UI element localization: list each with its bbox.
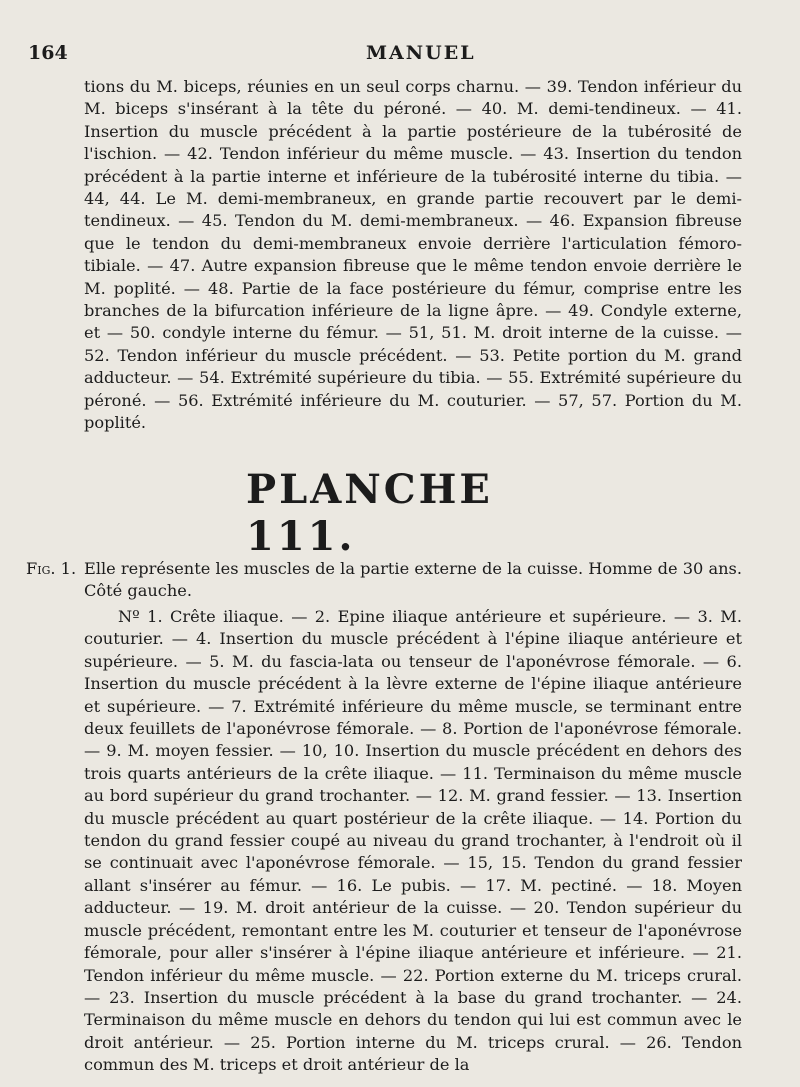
figure-intro-text: Elle représente les muscles de la partie externe de la cuisse. Homme de 30 ans. Côté gauche. (84, 559, 742, 601)
plate-title: PLANCHE 111. (246, 466, 493, 560)
figure-label: Fig. 1. (26, 559, 77, 578)
continuation-paragraph (84, 76, 742, 435)
figure-intro (84, 558, 742, 603)
page-number: 164 (28, 42, 68, 64)
page-header (28, 42, 760, 72)
running-head: MANUEL (366, 42, 476, 64)
continuation-text: tions du M. biceps, réunies en un seul corps charnu. — 39. Tendon inférieur du M. biceps s'insérant à la tête du péroné. — 40. M. demi-tendineux. — 41. Insertion du muscle précédent à la partie postérieure de la tubérosité de l'ischion. — 42. Tendon inférieur du même muscle. — 43. Insertion du tendon précédent à la partie interne et inférieure de la tubérosité interne du tibia. — 44, 44. Le M. demi-membraneux, en grande partie recouvert par le demi-tendineux. — 45. Tendon du M. demi-membraneux. — 46. Expansion fibreuse que le tendon du demi-membraneux envoie derrière l'articulation fémoro-tibiale. — 47. Autre expansion fibreuse que le même tendon envoie derrière le M. poplité. — 48. Partie de la face postérieure du fémur, comprise entre les branches de la bifurcation inférieure de la ligne âpre. — 49. Condyle externe, et — 50. condyle interne du fémur. — 51, 51. M. droit interne de la cuisse. — 52. Tendon inférieur du muscle précédent. — 53. Petite portion du M. grand adducteur. — 54. Extrémité supérieure du tibia. — 55. Extrémité supérieure du péroné. — 56. Extrémité inférieure du M. couturier. — 57, 57. Portion du M. poplité. (84, 77, 742, 433)
figure-legend-text: Nº 1. Crête iliaque. — 2. Epine iliaque antérieure et supérieure. — 3. M. couturier. — 4. Insertion du muscle précédent à l'épine iliaque antérieure et supérieure. — 5. M. du fascia-lata ou tenseur de l'aponévrose fémorale. — 6. Insertion du muscle précédent à la lèvre externe de l'épine iliaque antérieure et supérieure. — 7. Extrémité inférieure du même muscle, se terminant entre deux feuillets de l'aponévrose fémorale. — 8. Portion de l'aponévrose fémorale. — 9. M. moyen fessier. — 10, 10. Insertion du muscle précédent en dehors des trois quarts antérieurs de la crête iliaque. — 11. Terminaison du même muscle au bord supérieur du grand trochanter. — 12. M. grand fessier. — 13. Insertion du muscle précédent au quart postérieur de la crête iliaque. — 14. Portion du tendon du grand fessier coupé au niveau du grand trochanter, à l'endroit où il se continuait avec l'aponévrose fémorale. — 15, 15. Tendon du grand fessier allant s'insérer au fémur. — 16. Le pubis. — 17. M. pectiné. — 18. Moyen adducteur. — 19. M. droit antérieur de la cuisse. — 20. Tendon supérieur du muscle précédent, remontant entre les M. couturier et tenseur de l'aponévrose fémorale, pour aller s'insérer à l'épine iliaque antérieure et inférieure. — 21. Tendon inférieur du même muscle. — 22. Portion externe du M. triceps crural. — 23. Insertion du muscle précédent à la base du grand trochanter. — 24. Terminaison du même muscle en dehors du tendon qui lui est commun avec le droit antérieur. — 25. Portion interne du M. triceps crural. — 26. Tendon commun des M. triceps et droit antérieur de la (84, 607, 742, 1075)
figure-legend (84, 606, 742, 1077)
